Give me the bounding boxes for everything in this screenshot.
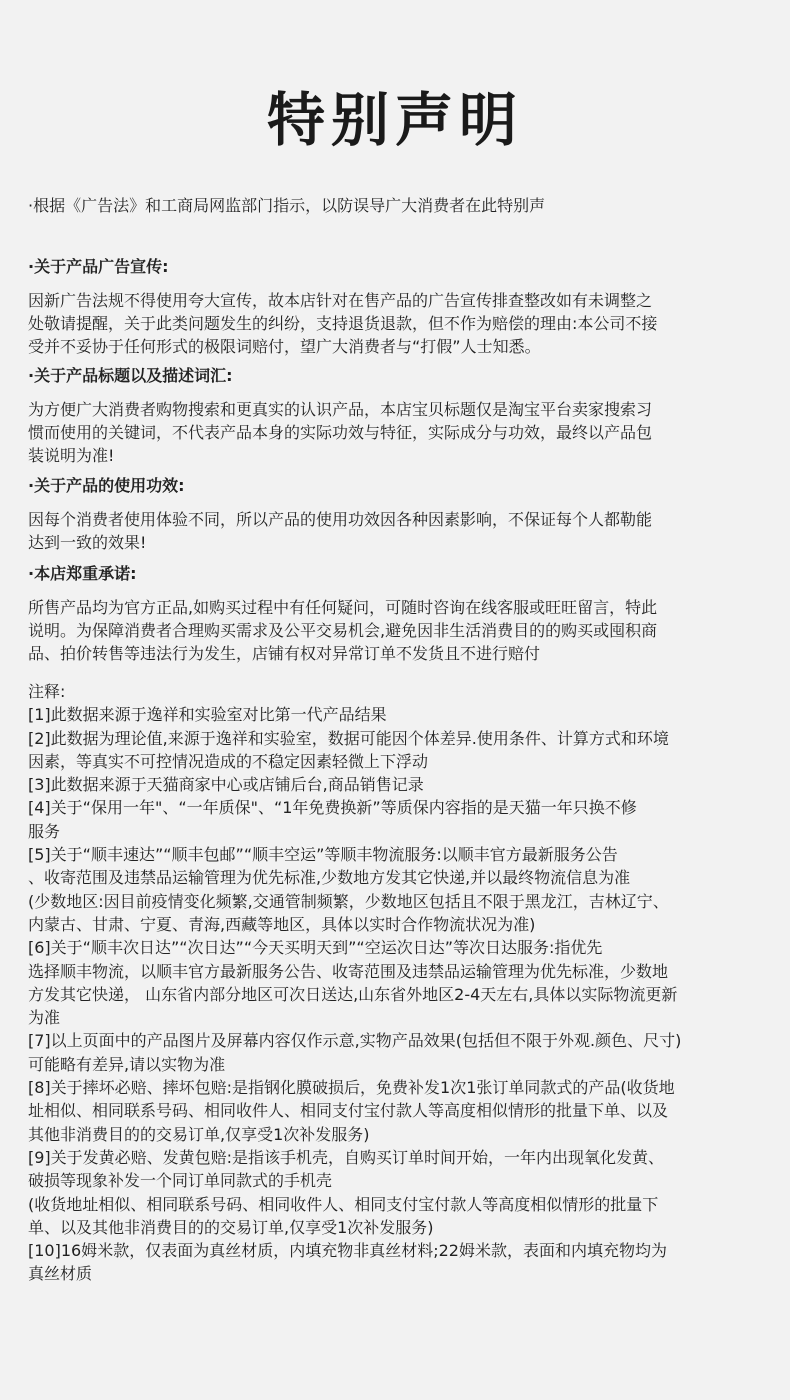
page-title: 特别声明 [266, 86, 523, 154]
section-line: 品、拍价转售等违法行为发生，店铺有权对异常订单不发货且不进行赔付 [28, 644, 541, 663]
section-line: 受并不妥协于任何形式的极限词赔付，望广大消费者与“打假”人士知悉。 [28, 337, 541, 356]
notes-section [28, 680, 768, 1286]
note-line: 单、以及其他非消费目的的交易订单,仅享受1次补发服务) [28, 1217, 434, 1237]
section-ad-promotion [28, 255, 768, 358]
section-usage-effect [28, 474, 768, 554]
note-line: 破损等现象补发一个同订单同款式的手机壳 [28, 1171, 333, 1191]
section-line: 因每个消费者使用体验不同，所以产品的使用功效因各种因素影响，不保证每个人都勒能 [28, 510, 653, 529]
note-line: [7]以上页面中的产品图片及屏幕内容仅作示意,实物产品效果(包括但不限于外观.颜色、尺寸) [28, 1031, 682, 1051]
note-line: 为准 [28, 1008, 61, 1028]
section-heading: ·本店郑重承诺: [28, 564, 137, 583]
note-line: [4]关于“保用一年"、“一年质保"、“1年免费换新”等质保内容指的是天猫一年只换不修 [28, 798, 637, 818]
note-line: [3]此数据来源于天猫商家中心或店铺后台,商品销售记录 [28, 775, 424, 795]
section-heading: ·关于产品的使用功效: [28, 476, 185, 495]
notes-heading: 注释: [28, 682, 66, 701]
section-line: 处敬请提醒，关于此类问题发生的纠纷，支持退货退款，但不作为赔偿的理由:本公司不接 [28, 314, 658, 333]
note-line: 真丝材质 [28, 1264, 93, 1284]
note-line: [8]关于摔坏必赔、摔坏包赔:是指钢化膜破损后，免费补发1次1张订单同款式的产品(收货地 [28, 1078, 675, 1098]
note-line: 内蒙古、甘肃、宁夏、青海,西藏等地区，具体以实时合作物流状况为准) [28, 914, 536, 934]
note-line: (收货地址相似、相同联系号码、相同收件人、相同支付宝付款人等高度相似情形的批量下 [28, 1194, 659, 1214]
note-line: 方发其它快递， 山东省内部分地区可次日送达,山东省外地区2-4天左右,具体以实际物流更新 [28, 984, 678, 1004]
note-line: (少数地区:因目前疫情变化频繁,交通管制频繁，少数地区包括且不限于黑龙江，吉林辽宁、 [28, 891, 669, 911]
section-line: 达到一致的效果! [28, 533, 147, 552]
note-line: [5]关于“顺丰速达”“顺丰包邮”“顺丰空运”等顺丰物流服务:以顺丰官方最新服务公告 [28, 845, 618, 865]
note-line: 可能略有差异,请以实物为准 [28, 1054, 226, 1074]
section-line: 惯而使用的关键词，不代表产品本身的实际功效与特征，实际成分与功效，最终以产品包 [28, 423, 653, 442]
note-line: [2]此数据为理论值,来源于逸祥和实验室，数据可能因个体差异.使用条件、计算方式和环境 [28, 728, 669, 748]
note-line: [1]此数据来源于逸祥和实验室对比第一代产品结果 [28, 705, 387, 725]
section-heading: ·关于产品标题以及描述词汇: [28, 366, 233, 385]
note-line: [9]关于发黄必赔、发黄包赔:是指该手机壳，自购买订单时间开始，一年内出现氧化发黄、 [28, 1147, 665, 1167]
section-line: 为方便广大消费者购物搜索和更真实的认识产品，本店宝贝标题仅是淘宝平台卖家搜索习 [28, 400, 653, 419]
note-line: 、收寄范围及违禁品运输管理为优先标准,少数地方发其它快递,并以最终物流信息为准 [28, 868, 631, 888]
intro-text: ·根据《广告法》和工商局网监部门指示，以防误导广大消费者在此特别声 [28, 196, 546, 215]
note-line: 其他非消费目的的交易订单,仅享受1次补发服务) [28, 1124, 370, 1144]
section-title-description [28, 364, 768, 467]
note-line: 选择顺丰物流，以顺丰官方最新服务公告、收寄范围及违禁品运输管理为优先标准，少数地 [28, 961, 669, 981]
section-store-promise [28, 562, 768, 665]
section-line: 装说明为准! [28, 446, 115, 465]
section-line: 因新广告法规不得使用夸大宣传，故本店针对在售产品的广告宣传排查整改如有未调整之 [28, 291, 653, 310]
section-line: 说明。为保障消费者合理购买需求及公平交易机会,避免因非生活消费目的的购买或囤积商 [28, 621, 658, 640]
note-line: 址相似、相同联系号码、相同收件人、相同支付宝付款人等高度相似情形的批量下单、以及 [28, 1101, 669, 1121]
section-heading: ·关于产品广告宣传: [28, 257, 169, 276]
note-line: [10]16姆米款，仅表面为真丝材质，内填充物非真丝材料;22姆米款，表面和内填充物均为 [28, 1241, 667, 1261]
section-line: 所售产品均为官方正品,如购买过程中有任何疑问，可随时咨询在线客服或旺旺留言，特此 [28, 598, 658, 617]
note-line: [6]关于“顺丰次日达”“次日达”“今天买明天到”“空运次日达”等次日达服务:指优先 [28, 938, 603, 958]
note-line: 服务 [28, 821, 61, 841]
note-line: 因素，等真实不可控情况造成的不稳定因素轻微上下浮动 [28, 751, 429, 771]
